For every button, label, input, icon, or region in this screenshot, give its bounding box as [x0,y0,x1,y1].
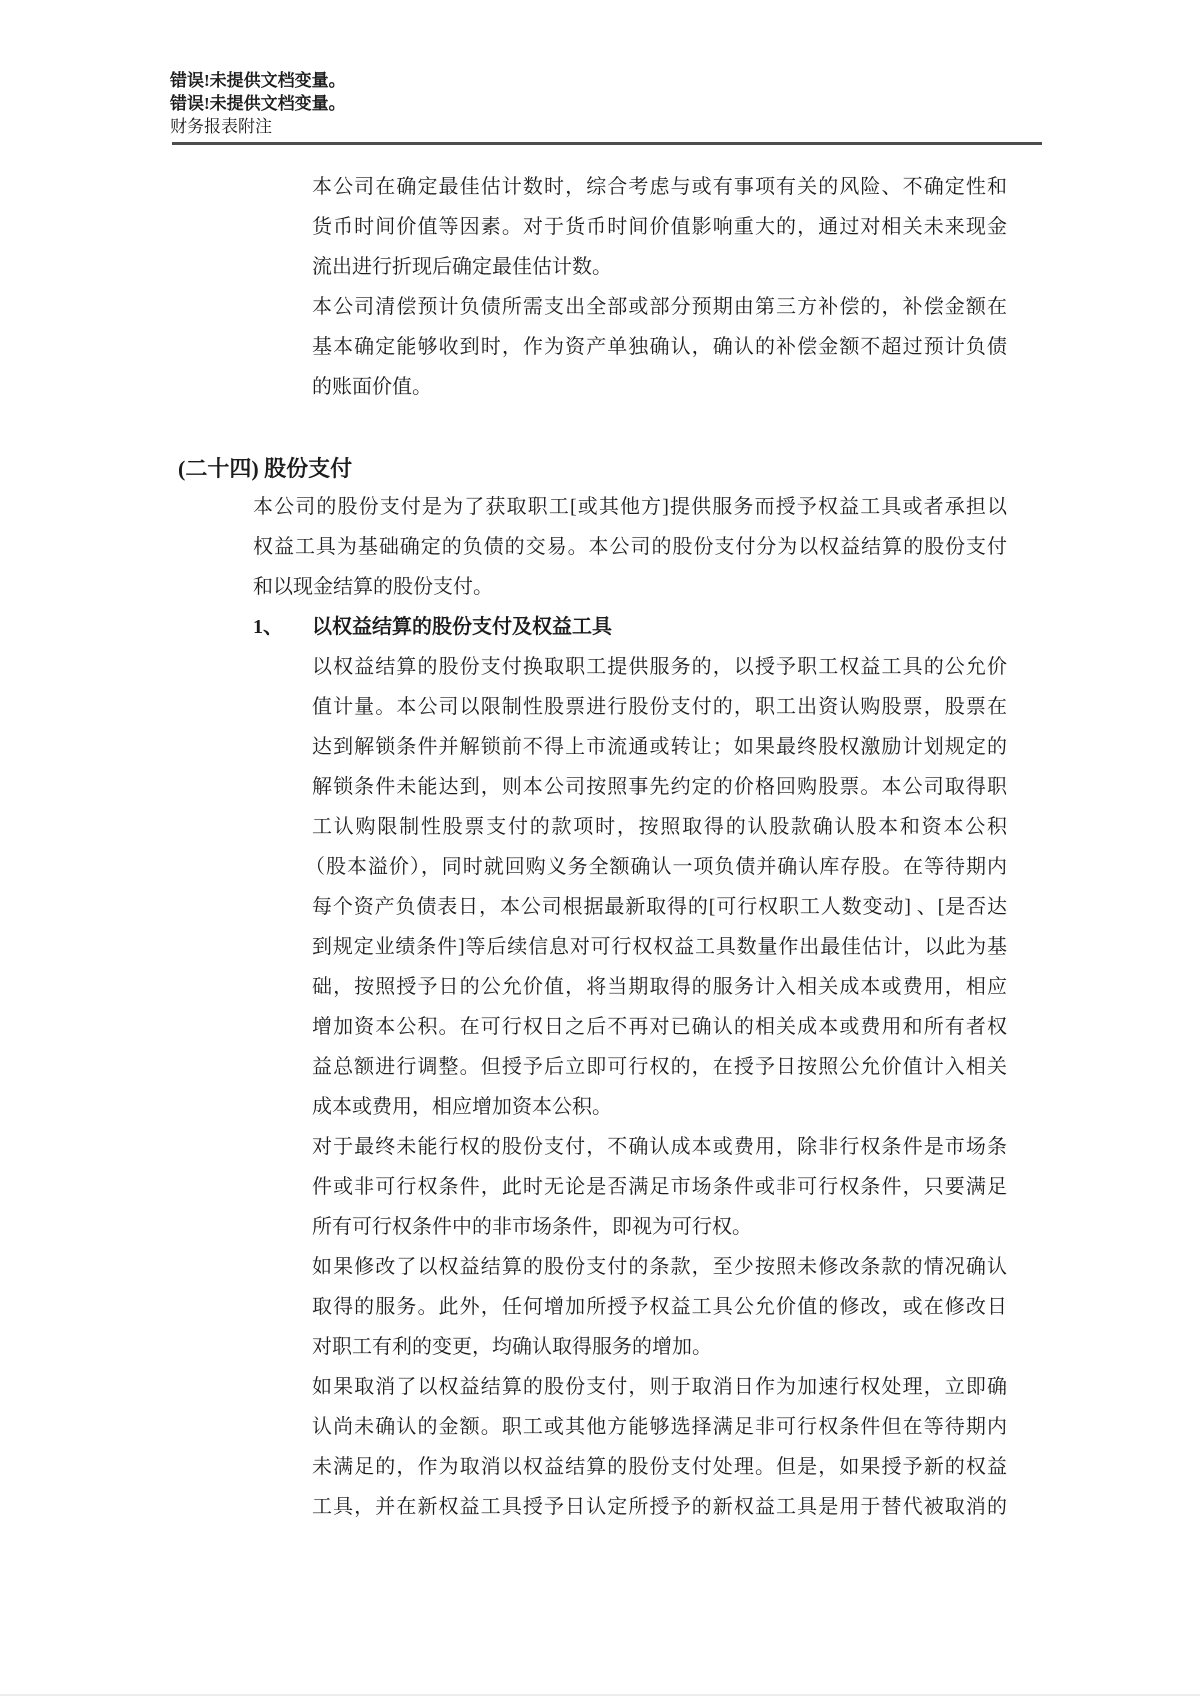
header-divider [172,142,1042,145]
text-line: 每个资产负债表日，本公司根据最新取得的[可行权职工人数变动] 、[是否达 [312,896,1007,918]
subsection-title: 以权益结算的股份支付及权益工具 [312,616,612,638]
text-line: 的账面价值。 [312,376,432,398]
equity-settled-paragraphs [305,647,1007,1527]
text-line: （股本溢价），同时就回购义务全额确认一项负债并确认库存股。在等待期内 [305,856,1007,878]
header-doc-variable-1: 错误!未提供文档变量。 [170,71,346,90]
text-line: 本公司在确定最佳估计数时，综合考虑与或有事项有关的风险、不确定性和 [312,176,1007,198]
text-line: 未满足的，作为取消以权益结算的股份支付处理。但是，如果授予新的权益 [312,1456,1007,1478]
text-line: 以权益结算的股份支付换取职工提供服务的，以授予职工权益工具的公允价 [312,656,1007,678]
text-line: 成本或费用，相应增加资本公积。 [312,1096,612,1118]
text-line: 增加资本公积。在可行权日之后不再对已确认的相关成本或费用和所有者权 [312,1016,1007,1038]
share-payment-intro-paragraph [253,487,1007,607]
text-line: 流出进行折现后确定最佳估计数。 [312,256,612,278]
text-line: 如果修改了以权益结算的股份支付的条款，至少按照未修改条款的情况确认 [312,1256,1007,1278]
page-header [170,69,346,138]
page-bottom-edge [0,1694,1200,1696]
text-line: 本公司的股份支付是为了获取职工[或其他方]提供服务而授予权益工具或者承担以 [253,496,1007,518]
text-line: 货币时间价值等因素。对于货币时间价值影响重大的，通过对相关未来现金 [312,216,1007,238]
text-line: 益总额进行调整。但授予后立即可行权的，在授予日按照公允价值计入相关 [312,1056,1007,1078]
header-doc-variable-2: 错误!未提供文档变量。 [170,94,346,113]
text-line: 认尚未确认的金额。职工或其他方能够选择满足非可行权条件但在等待期内 [312,1416,1007,1438]
text-line: 件或非可行权条件，此时无论是否满足市场条件或非可行权条件，只要满足 [312,1176,1007,1198]
text-line: 权益工具为基础确定的负债的交易。本公司的股份支付分为以权益结算的股份支付 [253,536,1007,558]
text-line: 和以现金结算的股份支付。 [253,576,493,598]
section-heading: (二十四) 股份支付 [178,456,353,481]
subsection-number: 1、 [253,616,283,638]
text-line: 解锁条件未能达到，则本公司按照事先约定的价格回购股票。本公司取得职 [312,776,1007,798]
text-line: 础，按照授予日的公允价值，将当期取得的服务计入相关成本或费用，相应 [312,976,1007,998]
text-line: 本公司清偿预计负债所需支出全部或部分预期由第三方补偿的，补偿金额在 [312,296,1007,318]
text-line: 所有可行权条件中的非市场条件，即视为可行权。 [312,1216,752,1238]
text-line: 值计量。本公司以限制性股票进行股份支付的，职工出资认购股票，股票在 [312,696,1007,718]
text-line: 取得的服务。此外，任何增加所授予权益工具公允价值的修改，或在修改日 [312,1296,1007,1318]
text-line: 工认购限制性股票支付的款项时，按照取得的认股款确认股本和资本公积 [312,816,1007,838]
text-line: 如果取消了以权益结算的股份支付，则于取消日作为加速行权处理，立即确 [312,1376,1007,1398]
text-line: 到规定业绩条件]等后续信息对可行权权益工具数量作出最佳估计，以此为基 [312,936,1007,958]
text-line: 达到解锁条件并解锁前不得上市流通或转让；如果最终股权激励计划规定的 [312,736,1007,758]
text-line: 对于最终未能行权的股份支付，不确认成本或费用，除非行权条件是市场条 [312,1136,1007,1158]
header-subtitle: 财务报表附注 [170,117,272,136]
text-line: 工具，并在新权益工具授予日认定所授予的新权益工具是用于替代被取消的 [312,1496,1007,1518]
text-line: 基本确定能够收到时，作为资产单独确认，确认的补偿金额不超过预计负债 [312,336,1007,358]
text-line: 对职工有利的变更，均确认取得服务的增加。 [312,1336,712,1358]
subsection-heading [253,607,612,647]
provision-paragraphs [312,167,1007,407]
